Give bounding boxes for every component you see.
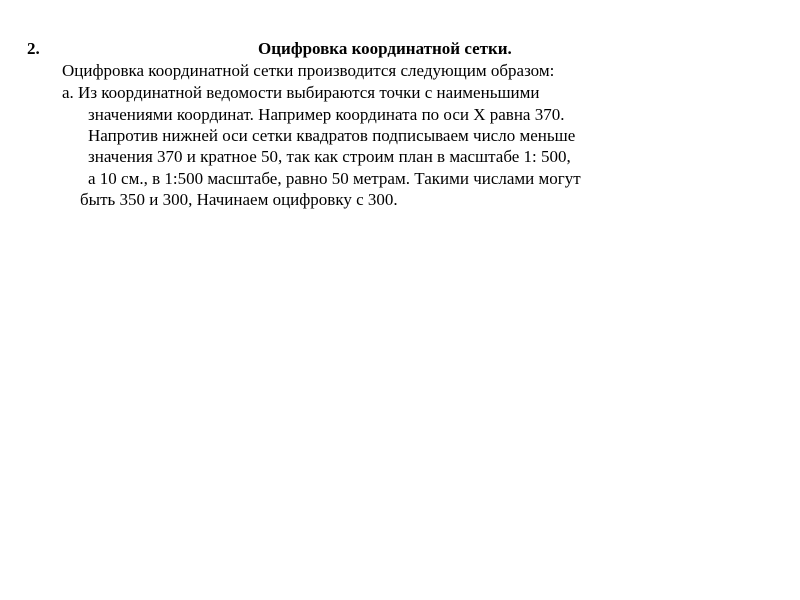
body-text-line: быть 350 и 300, Начинаем оцифровку с 300.: [80, 190, 398, 209]
body-text-line: Напротив нижней оси сетки квадратов подписываем число меньше: [88, 126, 576, 145]
body-text-line: а 10 см., в 1:500 масштабе, равно 50 метрам. Такими числами могут: [88, 169, 581, 188]
section-number: 2.: [27, 39, 40, 58]
section-title: Оцифровка координатной сетки.: [258, 39, 512, 58]
body-text-line: значения 370 и кратное 50, так как строим план в масштабе 1: 500,: [88, 147, 571, 166]
body-text-line: значениями координат. Например координата по оси Х равна 370.: [88, 105, 565, 124]
body-text-line: Оцифровка координатной сетки производится следующим образом:: [62, 61, 555, 80]
body-text-line: а. Из координатной ведомости выбираются точки с наименьшими: [62, 83, 540, 102]
section-heading: [0, 38, 800, 62]
